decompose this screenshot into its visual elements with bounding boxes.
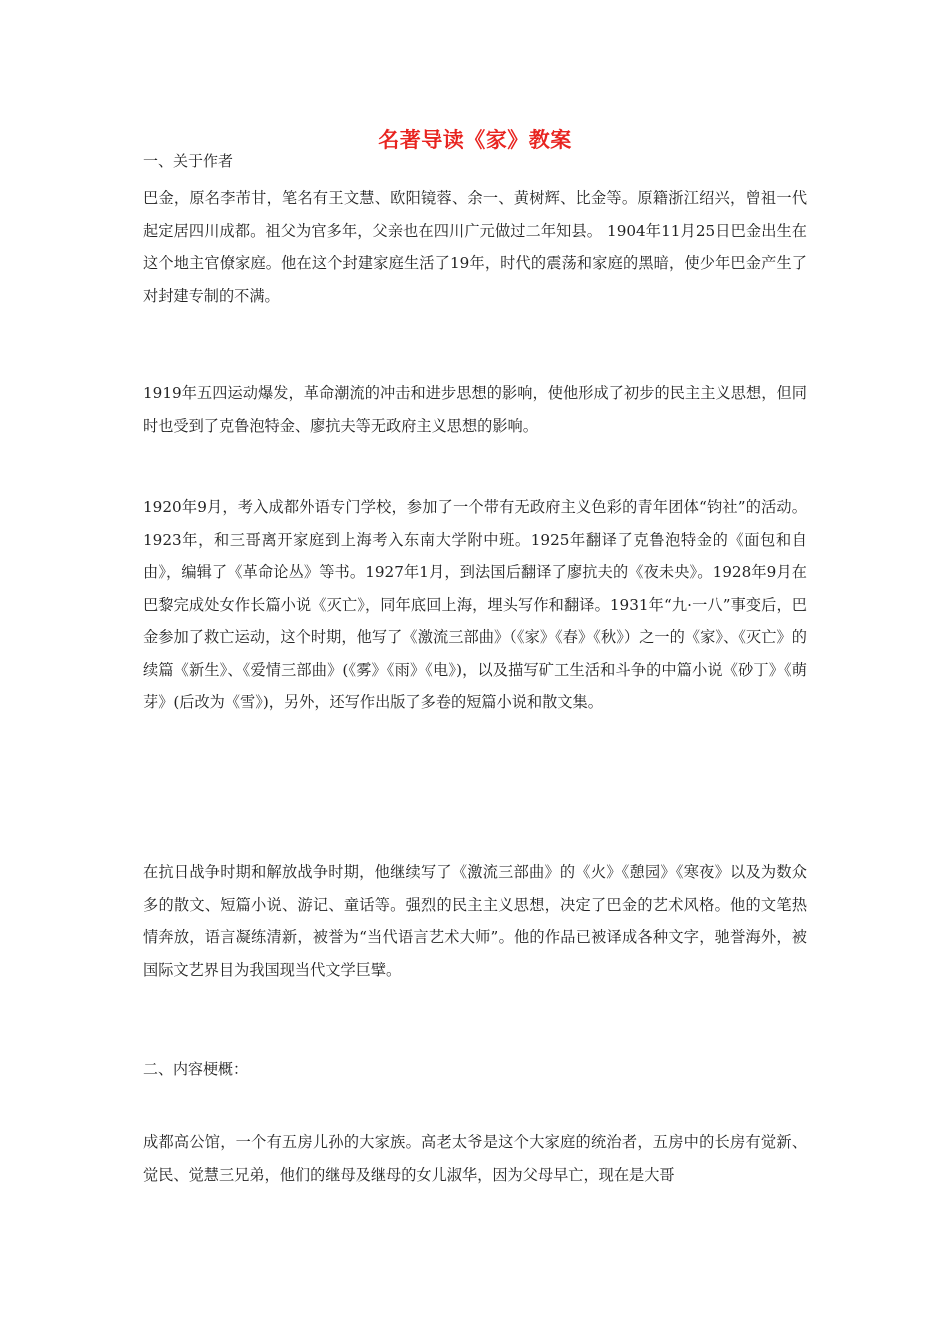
paragraph-author-background: 巴金，原名李芾甘，笔名有王文慧、欧阳镜蓉、余一、黄树辉、比金等。原籍浙江绍兴，曾祖一代起定居四川成都。祖父为官多年，父亲也在四川广元做过二年知县。 1904年11月25日巴金出生在这个地主官僚家庭。他在这个封建家庭生活了19年，时代的震荡和家庭的黑暗，使少年巴金产生了对封建专制的不满。 — [143, 189, 807, 305]
paragraph-may-fourth: 1919年五四运动爆发，革命潮流的冲击和进步思想的影响，使他形成了初步的民主主义思想，但同时也受到了克鲁泡特金、廖抗夫等无政府主义思想的影响。 — [143, 384, 807, 435]
paragraph-career: 1920年9月，考入成都外语专门学校，参加了一个带有无政府主义色彩的青年团体“钧社”的活动。1923年，和三哥离开家庭到上海考入东南大学附中班。1925年翻译了克鲁泡特金的《面包和自由》，编辑了《革命论丛》等书。1927年1月，到法国后翻译了廖抗夫的《夜未央》。1928年9月在巴黎完成处女作长篇小说《灭亡》，同年底回上海，埋头写作和翻译。1931年“九·一八”事变后，巴金参加了救亡运动，这个时期，他写了《激流三部曲》（《家》《春》《秋》）之一的《家》、《灭亡》的续篇《新生》、《爱情三部曲》(《雾》《雨》《电》)，以及描写矿工生活和斗争的中篇小说《砂丁》《萌芽》(后改为《雪》)，另外，还写作出版了多卷的短篇小说和散文集。 — [143, 498, 807, 711]
paragraph-war-period: 在抗日战争时期和解放战争时期，他继续写了《激流三部曲》的《火》《憩园》《寒夜》以及为数众多的散文、短篇小说、游记、童话等。强烈的民主主义思想，决定了巴金的艺术风格。他的文笔热情奔放，语言凝练清新，被誉为“当代语言艺术大师”。他的作品已被译成各种文字，驰誉海外，被国际文艺界目为我国现当代文学巨擘。 — [143, 863, 807, 979]
section-heading-summary: 二、内容梗概： — [143, 1060, 249, 1078]
section-heading-author: 一、关于作者 — [143, 152, 234, 170]
paragraph-summary: 成都高公馆，一个有五房儿孙的大家族。高老太爷是这个大家庭的统治者，五房中的长房有觉新、觉民、觉慧三兄弟，他们的继母及继母的女儿淑华，因为父母早亡，现在是大哥 — [143, 1133, 807, 1184]
document-title: 名著导读《家》教案 — [378, 127, 572, 152]
